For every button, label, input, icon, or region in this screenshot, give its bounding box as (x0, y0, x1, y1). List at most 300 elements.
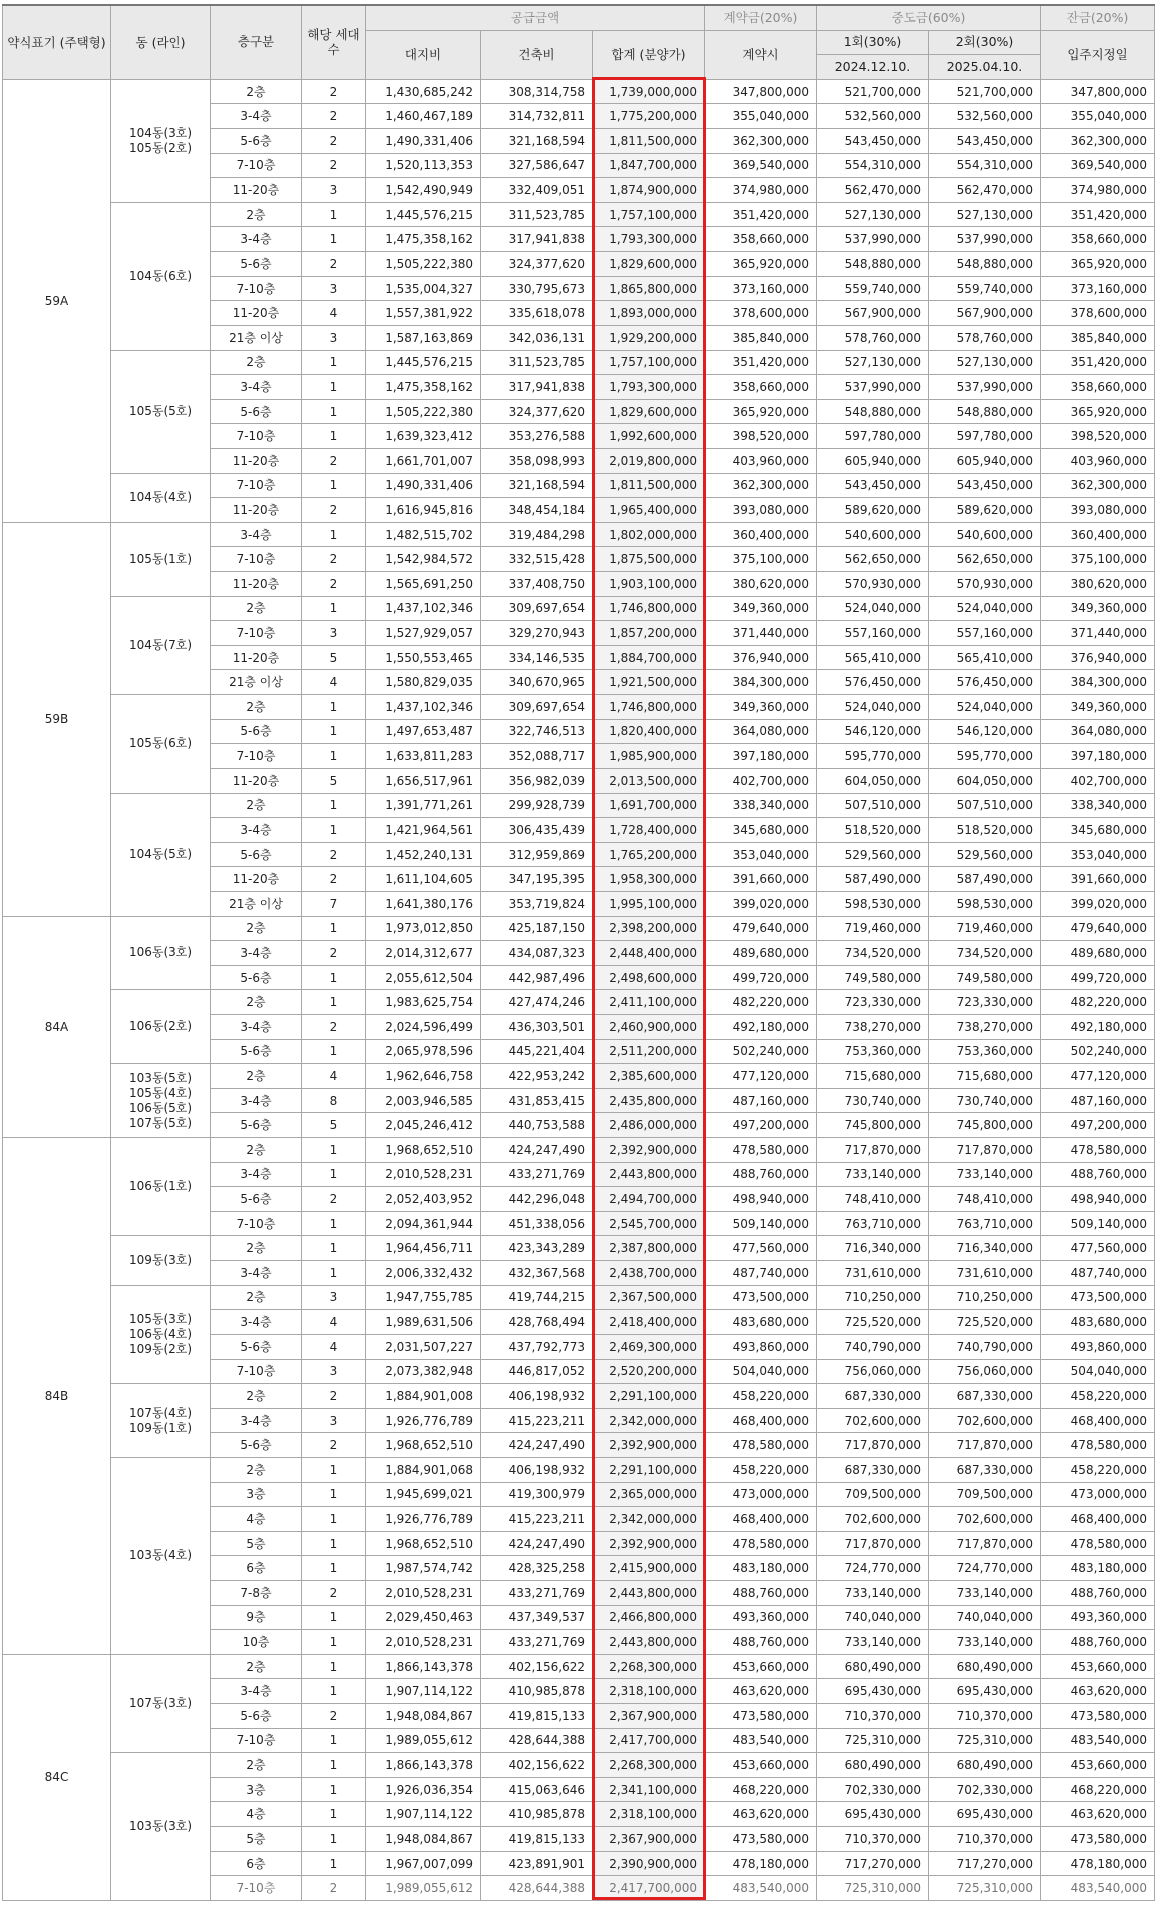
land-price-cell: 1,490,331,406 (366, 473, 481, 498)
contract-payment-cell: 487,160,000 (705, 1088, 817, 1113)
contract-payment-cell: 483,180,000 (705, 1556, 817, 1581)
table-row (3, 1753, 1155, 1778)
balance-payment-cell: 488,760,000 (1041, 1630, 1155, 1655)
total-price-cell: 2,390,900,000 (593, 1851, 705, 1876)
middle-payment-1-cell: 587,490,000 (817, 867, 929, 892)
header-contract-timing: 계약시 (705, 30, 817, 79)
balance-payment-cell: 399,020,000 (1041, 891, 1155, 916)
balance-payment-cell: 358,660,000 (1041, 227, 1155, 252)
unit-type-cell: 59B (3, 522, 111, 916)
total-price-cell: 2,418,400,000 (593, 1310, 705, 1335)
balance-payment-cell: 371,440,000 (1041, 621, 1155, 646)
contract-payment-cell: 499,720,000 (705, 965, 817, 990)
balance-payment-cell: 478,580,000 (1041, 1433, 1155, 1458)
balance-payment-cell: 497,200,000 (1041, 1113, 1155, 1138)
middle-payment-1-cell: 576,450,000 (817, 670, 929, 695)
floor-cell: 2층 (211, 1753, 302, 1778)
units-cell: 2 (302, 448, 366, 473)
contract-payment-cell: 468,400,000 (705, 1408, 817, 1433)
building-price-cell: 319,484,298 (481, 522, 593, 547)
floor-cell: 5-6층 (211, 965, 302, 990)
total-price-cell: 2,341,100,000 (593, 1777, 705, 1802)
units-cell: 8 (302, 1088, 366, 1113)
middle-payment-2-cell: 524,040,000 (929, 695, 1041, 720)
total-price-cell: 2,291,100,000 (593, 1384, 705, 1409)
land-price-cell: 1,964,456,711 (366, 1236, 481, 1261)
floor-cell: 7-10층 (211, 153, 302, 178)
land-price-cell: 2,029,450,463 (366, 1605, 481, 1630)
floor-cell: 4층 (211, 1507, 302, 1532)
building-price-cell: 335,618,078 (481, 301, 593, 326)
middle-payment-2-cell: 702,600,000 (929, 1408, 1041, 1433)
header-total: 합계 (분양가) (593, 30, 705, 79)
middle-payment-1-cell: 733,140,000 (817, 1581, 929, 1606)
balance-payment-cell: 349,360,000 (1041, 695, 1155, 720)
land-price-cell: 1,884,901,008 (366, 1384, 481, 1409)
land-price-cell: 1,520,113,353 (366, 153, 481, 178)
middle-payment-1-cell: 733,140,000 (817, 1162, 929, 1187)
balance-payment-cell: 458,220,000 (1041, 1457, 1155, 1482)
land-price-cell: 1,968,652,510 (366, 1531, 481, 1556)
units-cell: 1 (302, 695, 366, 720)
building-price-cell: 352,088,717 (481, 744, 593, 769)
middle-payment-1-cell: 702,600,000 (817, 1507, 929, 1532)
contract-payment-cell: 365,920,000 (705, 252, 817, 277)
units-cell: 1 (302, 1753, 366, 1778)
middle-payment-2-cell: 748,410,000 (929, 1187, 1041, 1212)
floor-cell: 4층 (211, 1802, 302, 1827)
total-price-cell: 1,995,100,000 (593, 891, 705, 916)
units-cell: 3 (302, 1285, 366, 1310)
middle-payment-1-cell: 715,680,000 (817, 1064, 929, 1089)
balance-payment-cell: 473,000,000 (1041, 1482, 1155, 1507)
floor-cell: 7-10층 (211, 1728, 302, 1753)
balance-payment-cell: 338,340,000 (1041, 793, 1155, 818)
total-price-cell: 2,342,000,000 (593, 1507, 705, 1532)
floor-cell: 7-8층 (211, 1581, 302, 1606)
floor-cell: 3-4층 (211, 1261, 302, 1286)
units-cell: 2 (302, 1876, 366, 1901)
middle-payment-1-cell: 730,740,000 (817, 1088, 929, 1113)
building-price-cell: 332,515,428 (481, 547, 593, 572)
middle-payment-2-cell: 717,870,000 (929, 1433, 1041, 1458)
contract-payment-cell: 371,440,000 (705, 621, 817, 646)
building-price-cell: 440,753,588 (481, 1113, 593, 1138)
middle-payment-1-cell: 731,610,000 (817, 1261, 929, 1286)
land-price-cell: 2,094,361,944 (366, 1211, 481, 1236)
land-price-cell: 1,482,515,702 (366, 522, 481, 547)
units-cell: 2 (302, 79, 366, 104)
contract-payment-cell: 380,620,000 (705, 572, 817, 597)
building-line-cell: 104동(7호) (111, 596, 211, 694)
balance-payment-cell: 402,700,000 (1041, 768, 1155, 793)
total-price-cell: 1,985,900,000 (593, 744, 705, 769)
middle-payment-2-cell: 753,360,000 (929, 1039, 1041, 1064)
table-row (3, 202, 1155, 227)
contract-payment-cell: 463,620,000 (705, 1679, 817, 1704)
floor-cell: 7-10층 (211, 473, 302, 498)
contract-payment-cell: 463,620,000 (705, 1802, 817, 1827)
contract-payment-cell: 362,300,000 (705, 129, 817, 154)
header-floor: 층구분 (211, 5, 302, 79)
floor-cell: 5-6층 (211, 1187, 302, 1212)
middle-payment-2-cell: 702,330,000 (929, 1777, 1041, 1802)
building-price-cell: 340,670,965 (481, 670, 593, 695)
contract-payment-cell: 397,180,000 (705, 744, 817, 769)
land-price-cell: 1,475,358,162 (366, 227, 481, 252)
floor-cell: 7-10층 (211, 621, 302, 646)
total-price-cell: 2,392,900,000 (593, 1433, 705, 1458)
land-price-cell: 1,550,553,465 (366, 645, 481, 670)
units-cell: 2 (302, 1433, 366, 1458)
land-price-cell: 1,989,055,612 (366, 1728, 481, 1753)
middle-payment-1-cell: 745,800,000 (817, 1113, 929, 1138)
middle-payment-2-cell: 733,140,000 (929, 1581, 1041, 1606)
land-price-cell: 1,945,699,021 (366, 1482, 481, 1507)
building-price-cell: 322,746,513 (481, 719, 593, 744)
middle-payment-1-cell: 524,040,000 (817, 695, 929, 720)
contract-payment-cell: 478,580,000 (705, 1531, 817, 1556)
balance-payment-cell: 487,160,000 (1041, 1088, 1155, 1113)
middle-payment-1-cell: 710,370,000 (817, 1704, 929, 1729)
header-balance-timing: 입주지정일 (1041, 30, 1155, 79)
total-price-cell: 2,268,300,000 (593, 1753, 705, 1778)
middle-payment-2-cell: 562,650,000 (929, 547, 1041, 572)
balance-payment-cell: 347,800,000 (1041, 79, 1155, 104)
building-price-cell: 442,987,496 (481, 965, 593, 990)
total-price-cell: 2,435,800,000 (593, 1088, 705, 1113)
balance-payment-cell: 477,560,000 (1041, 1236, 1155, 1261)
total-price-cell: 2,443,800,000 (593, 1581, 705, 1606)
balance-payment-cell: 483,180,000 (1041, 1556, 1155, 1581)
land-price-cell: 1,926,036,354 (366, 1777, 481, 1802)
land-price-cell: 1,926,776,789 (366, 1507, 481, 1532)
building-price-cell: 419,815,133 (481, 1827, 593, 1852)
middle-payment-2-cell: 576,450,000 (929, 670, 1041, 695)
building-price-cell: 423,891,901 (481, 1851, 593, 1876)
units-cell: 1 (302, 916, 366, 941)
building-price-cell: 332,409,051 (481, 178, 593, 203)
land-price-cell: 1,948,084,867 (366, 1704, 481, 1729)
floor-cell: 2층 (211, 596, 302, 621)
land-price-cell: 1,947,755,785 (366, 1285, 481, 1310)
land-price-cell: 1,445,576,215 (366, 202, 481, 227)
middle-payment-2-cell: 730,740,000 (929, 1088, 1041, 1113)
units-cell: 4 (302, 301, 366, 326)
middle-payment-2-cell: 733,140,000 (929, 1630, 1041, 1655)
total-price-cell: 1,884,700,000 (593, 645, 705, 670)
land-price-cell: 1,967,007,099 (366, 1851, 481, 1876)
units-cell: 1 (302, 1679, 366, 1704)
land-price-cell: 1,542,490,949 (366, 178, 481, 203)
contract-payment-cell: 488,760,000 (705, 1162, 817, 1187)
balance-payment-cell: 482,220,000 (1041, 990, 1155, 1015)
contract-payment-cell: 351,420,000 (705, 350, 817, 375)
middle-payment-1-cell: 589,620,000 (817, 498, 929, 523)
building-price-cell: 329,270,943 (481, 621, 593, 646)
floor-cell: 2층 (211, 1654, 302, 1679)
floor-cell: 7-10층 (211, 1876, 302, 1901)
middle-payment-1-cell: 740,790,000 (817, 1334, 929, 1359)
unit-type-cell: 84A (3, 916, 111, 1137)
units-cell: 1 (302, 1211, 366, 1236)
total-price-cell: 1,992,600,000 (593, 424, 705, 449)
middle-payment-1-cell: 518,520,000 (817, 818, 929, 843)
middle-payment-1-cell: 702,600,000 (817, 1408, 929, 1433)
middle-payment-1-cell: 570,930,000 (817, 572, 929, 597)
building-price-cell: 423,343,289 (481, 1236, 593, 1261)
middle-payment-2-cell: 537,990,000 (929, 227, 1041, 252)
units-cell: 1 (302, 1556, 366, 1581)
building-price-cell: 433,271,769 (481, 1162, 593, 1187)
floor-cell: 7-10층 (211, 276, 302, 301)
land-price-cell: 1,907,114,122 (366, 1679, 481, 1704)
units-cell: 2 (302, 498, 366, 523)
middle-payment-1-cell: 687,330,000 (817, 1384, 929, 1409)
total-price-cell: 2,443,800,000 (593, 1162, 705, 1187)
building-price-cell: 314,732,811 (481, 104, 593, 129)
middle-payment-1-cell: 595,770,000 (817, 744, 929, 769)
land-price-cell: 1,527,929,057 (366, 621, 481, 646)
contract-payment-cell: 358,660,000 (705, 375, 817, 400)
building-price-cell: 415,223,211 (481, 1408, 593, 1433)
units-cell: 2 (302, 1014, 366, 1039)
total-price-cell: 1,757,100,000 (593, 350, 705, 375)
middle-payment-1-cell: 725,310,000 (817, 1728, 929, 1753)
units-cell: 1 (302, 227, 366, 252)
middle-payment-1-cell: 548,880,000 (817, 252, 929, 277)
middle-payment-1-cell: 725,520,000 (817, 1310, 929, 1335)
floor-cell: 7-10층 (211, 744, 302, 769)
units-cell: 1 (302, 350, 366, 375)
floor-cell: 21층 이상 (211, 891, 302, 916)
floor-cell: 3층 (211, 1777, 302, 1802)
balance-payment-cell: 488,760,000 (1041, 1162, 1155, 1187)
table-body (3, 79, 1155, 1900)
balance-payment-cell: 468,220,000 (1041, 1777, 1155, 1802)
building-price-cell: 321,168,594 (481, 129, 593, 154)
building-price-cell: 433,271,769 (481, 1581, 593, 1606)
middle-payment-2-cell: 710,370,000 (929, 1827, 1041, 1852)
total-price-cell: 2,520,200,000 (593, 1359, 705, 1384)
total-price-cell: 2,545,700,000 (593, 1211, 705, 1236)
middle-payment-2-cell: 710,250,000 (929, 1285, 1041, 1310)
units-cell: 1 (302, 1162, 366, 1187)
table-header (3, 5, 1155, 79)
total-price-cell: 1,746,800,000 (593, 695, 705, 720)
land-price-cell: 1,983,625,754 (366, 990, 481, 1015)
middle-payment-1-cell: 709,500,000 (817, 1482, 929, 1507)
middle-payment-1-cell: 578,760,000 (817, 325, 929, 350)
building-price-cell: 424,247,490 (481, 1138, 593, 1163)
total-price-cell: 2,365,000,000 (593, 1482, 705, 1507)
land-price-cell: 1,989,631,506 (366, 1310, 481, 1335)
balance-payment-cell: 373,160,000 (1041, 276, 1155, 301)
balance-payment-cell: 487,740,000 (1041, 1261, 1155, 1286)
balance-payment-cell: 351,420,000 (1041, 202, 1155, 227)
building-price-cell: 337,408,750 (481, 572, 593, 597)
units-cell: 4 (302, 1064, 366, 1089)
balance-payment-cell: 492,180,000 (1041, 1014, 1155, 1039)
balance-payment-cell: 473,580,000 (1041, 1827, 1155, 1852)
middle-payment-2-cell: 567,900,000 (929, 301, 1041, 326)
units-cell: 3 (302, 1408, 366, 1433)
total-price-cell: 1,893,000,000 (593, 301, 705, 326)
contract-payment-cell: 375,100,000 (705, 547, 817, 572)
contract-payment-cell: 483,540,000 (705, 1876, 817, 1901)
middle-payment-1-cell: 734,520,000 (817, 941, 929, 966)
middle-payment-2-cell: 548,880,000 (929, 399, 1041, 424)
building-price-cell: 446,817,052 (481, 1359, 593, 1384)
middle-payment-1-cell: 565,410,000 (817, 645, 929, 670)
building-price-cell: 442,296,048 (481, 1187, 593, 1212)
land-price-cell: 1,497,653,487 (366, 719, 481, 744)
balance-payment-cell: 502,240,000 (1041, 1039, 1155, 1064)
contract-payment-cell: 453,660,000 (705, 1753, 817, 1778)
contract-payment-cell: 487,740,000 (705, 1261, 817, 1286)
middle-payment-2-cell: 731,610,000 (929, 1261, 1041, 1286)
building-price-cell: 342,036,131 (481, 325, 593, 350)
units-cell: 1 (302, 1039, 366, 1064)
land-price-cell: 1,505,222,380 (366, 252, 481, 277)
land-price-cell: 2,055,612,504 (366, 965, 481, 990)
contract-payment-cell: 385,840,000 (705, 325, 817, 350)
units-cell: 1 (302, 1728, 366, 1753)
floor-cell: 5-6층 (211, 1039, 302, 1064)
floor-cell: 10층 (211, 1630, 302, 1655)
header-mid1-date: 2024.12.10. (817, 55, 929, 80)
middle-payment-2-cell: 578,760,000 (929, 325, 1041, 350)
balance-payment-cell: 473,500,000 (1041, 1285, 1155, 1310)
middle-payment-1-cell: 527,130,000 (817, 350, 929, 375)
units-cell: 2 (302, 1187, 366, 1212)
floor-cell: 3-4층 (211, 1014, 302, 1039)
units-cell: 2 (302, 547, 366, 572)
total-price-cell: 2,448,400,000 (593, 941, 705, 966)
middle-payment-1-cell: 687,330,000 (817, 1457, 929, 1482)
total-price-cell: 2,392,900,000 (593, 1531, 705, 1556)
balance-payment-cell: 483,540,000 (1041, 1876, 1155, 1901)
building-line-cell: 104동(4호) (111, 473, 211, 522)
balance-payment-cell: 384,300,000 (1041, 670, 1155, 695)
middle-payment-1-cell: 598,530,000 (817, 891, 929, 916)
balance-payment-cell: 351,420,000 (1041, 350, 1155, 375)
contract-payment-cell: 488,760,000 (705, 1630, 817, 1655)
building-line-cell: 106동(3호) (111, 916, 211, 990)
middle-payment-2-cell: 680,490,000 (929, 1753, 1041, 1778)
land-price-cell: 1,641,380,176 (366, 891, 481, 916)
land-price-cell: 1,884,901,068 (366, 1457, 481, 1482)
building-price-cell: 312,959,869 (481, 842, 593, 867)
units-cell: 7 (302, 891, 366, 916)
contract-payment-cell: 364,080,000 (705, 719, 817, 744)
building-price-cell: 356,982,039 (481, 768, 593, 793)
land-price-cell: 1,661,701,007 (366, 448, 481, 473)
contract-payment-cell: 482,220,000 (705, 990, 817, 1015)
middle-payment-2-cell: 745,800,000 (929, 1113, 1041, 1138)
middle-payment-2-cell: 527,130,000 (929, 350, 1041, 375)
land-price-cell: 2,031,507,227 (366, 1334, 481, 1359)
floor-cell: 5-6층 (211, 1704, 302, 1729)
middle-payment-1-cell: 716,340,000 (817, 1236, 929, 1261)
table-row (3, 695, 1155, 720)
units-cell: 1 (302, 1457, 366, 1482)
total-price-cell: 1,802,000,000 (593, 522, 705, 547)
floor-cell: 2층 (211, 1384, 302, 1409)
balance-payment-cell: 398,520,000 (1041, 424, 1155, 449)
land-price-cell: 2,010,528,231 (366, 1162, 481, 1187)
units-cell: 5 (302, 1113, 366, 1138)
building-line-cell: 103동(5호) 105동(4호) 106동(5호) 107동(5호) (111, 1064, 211, 1138)
contract-payment-cell: 488,760,000 (705, 1581, 817, 1606)
land-price-cell: 1,962,646,758 (366, 1064, 481, 1089)
units-cell: 1 (302, 1802, 366, 1827)
units-cell: 4 (302, 1334, 366, 1359)
building-price-cell: 406,198,932 (481, 1384, 593, 1409)
floor-cell: 11-20층 (211, 448, 302, 473)
contract-payment-cell: 483,680,000 (705, 1310, 817, 1335)
total-price-cell: 2,469,300,000 (593, 1334, 705, 1359)
building-price-cell: 437,792,773 (481, 1334, 593, 1359)
units-cell: 2 (302, 153, 366, 178)
header-supply-group: 공급금액 (366, 5, 705, 30)
building-price-cell: 353,276,588 (481, 424, 593, 449)
balance-payment-cell: 349,360,000 (1041, 596, 1155, 621)
floor-cell: 11-20층 (211, 645, 302, 670)
building-price-cell: 330,795,673 (481, 276, 593, 301)
floor-cell: 2층 (211, 350, 302, 375)
middle-payment-2-cell: 763,710,000 (929, 1211, 1041, 1236)
building-price-cell: 353,719,824 (481, 891, 593, 916)
contract-payment-cell: 502,240,000 (705, 1039, 817, 1064)
balance-payment-cell: 468,400,000 (1041, 1408, 1155, 1433)
middle-payment-2-cell: 548,880,000 (929, 252, 1041, 277)
middle-payment-2-cell: 680,490,000 (929, 1654, 1041, 1679)
land-price-cell: 1,452,240,131 (366, 842, 481, 867)
middle-payment-2-cell: 507,510,000 (929, 793, 1041, 818)
middle-payment-1-cell: 548,880,000 (817, 399, 929, 424)
balance-payment-cell: 364,080,000 (1041, 719, 1155, 744)
middle-payment-2-cell: 546,120,000 (929, 719, 1041, 744)
balance-payment-cell: 478,180,000 (1041, 1851, 1155, 1876)
table-row (3, 350, 1155, 375)
contract-payment-cell: 478,580,000 (705, 1433, 817, 1458)
table-row (3, 596, 1155, 621)
middle-payment-1-cell: 557,160,000 (817, 621, 929, 646)
middle-payment-1-cell: 543,450,000 (817, 473, 929, 498)
total-price-cell: 2,486,000,000 (593, 1113, 705, 1138)
land-price-cell: 2,065,978,596 (366, 1039, 481, 1064)
floor-cell: 11-20층 (211, 178, 302, 203)
total-price-cell: 1,829,600,000 (593, 252, 705, 277)
units-cell: 1 (302, 473, 366, 498)
contract-payment-cell: 493,860,000 (705, 1334, 817, 1359)
building-price-cell: 425,187,150 (481, 916, 593, 941)
contract-payment-cell: 479,640,000 (705, 916, 817, 941)
contract-payment-cell: 492,180,000 (705, 1014, 817, 1039)
land-price-cell: 2,003,946,585 (366, 1088, 481, 1113)
building-price-cell: 422,953,242 (481, 1064, 593, 1089)
building-price-cell: 427,474,246 (481, 990, 593, 1015)
balance-payment-cell: 463,620,000 (1041, 1679, 1155, 1704)
units-cell: 1 (302, 744, 366, 769)
middle-payment-1-cell: 554,310,000 (817, 153, 929, 178)
middle-payment-2-cell: 709,500,000 (929, 1482, 1041, 1507)
building-price-cell: 424,247,490 (481, 1531, 593, 1556)
units-cell: 1 (302, 375, 366, 400)
units-cell: 1 (302, 1507, 366, 1532)
balance-payment-cell: 375,100,000 (1041, 547, 1155, 572)
